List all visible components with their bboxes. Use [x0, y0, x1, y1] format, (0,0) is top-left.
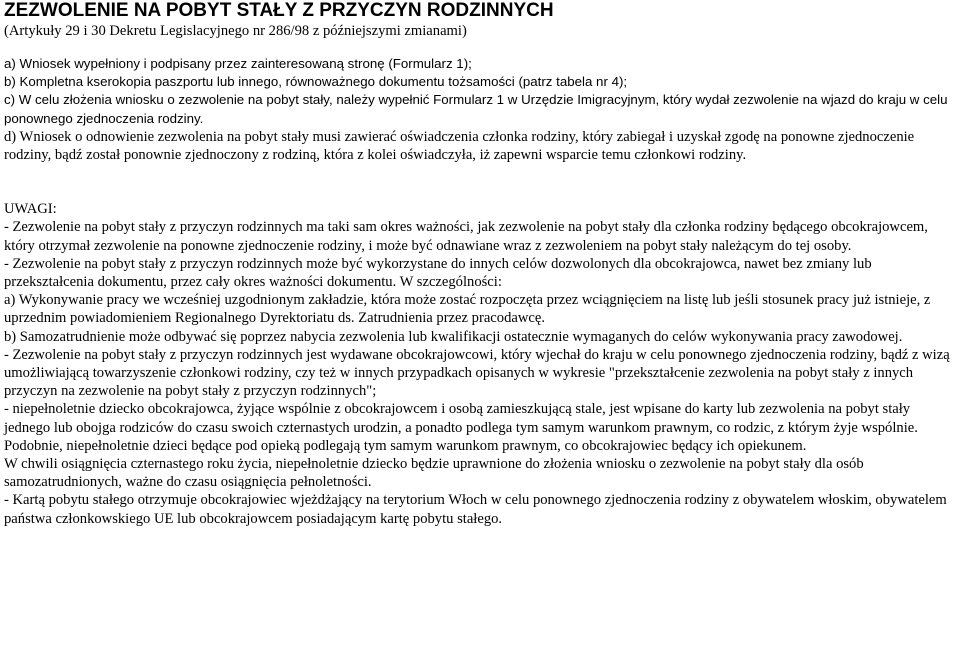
- note-employment: a) Wykonywanie pracy we wcześniej uzgodnionym zakładzie, która może zostać rozpoczęta przez wciągnięciem na listę lub jeśli stosunek pracy już istnieje, z uprzednim powiadomieniem Regionalnego Dyrektoriatu ds. Zatrudnienia przez pracodawcę.: [4, 292, 931, 327]
- note-age-fourteen: W chwili osiągnięcia czternastego roku życia, niepełnoletnie dziecko będzie uprawnione do złożenia wniosku o zezwolenie na pobyt stały dla osób samozatrudnionych, ważne do czasu osiągnięcia pełnoletności.: [4, 456, 864, 491]
- requirement-b: b) Kompletna kserokopia paszportu lub innego, równoważnego dokumentu tożsamości (patrz tabela nr 4);: [4, 74, 628, 90]
- notes-heading: UWAGI:: [4, 201, 57, 218]
- page-subtitle: (Artykuły 29 i 30 Dekretu Legislacyjnego nr 286/98 z późniejszymi zmianami): [4, 23, 467, 39]
- requirement-c: c) W celu złożenia wniosku o zezwolenie na pobyt stały, należy wypełnić Formularz 1 w Urzędzie Imigracyjnym, który wydał zezwolenie na wjazd do kraju w celu ponownego zjednoczenia rodziny.: [4, 92, 948, 126]
- note-validity: - Zezwolenie na pobyt stały z przyczyn rodzinnych ma taki sam okres ważności, jak zezwolenie na pobyt stały dla członka rodziny będącego obcokrajowcem, który otrzymał zezwolenie na ponowne zjednoczenie rodziny, i może być odnawiane wraz z zezwoleniem na pobyt stały należącym do tej osoby.: [4, 219, 928, 254]
- note-minor-child: - niepełnoletnie dziecko obcokrajowca, żyjące wspólnie z obcokrajowcem i osobą zamieszkującą stale, jest wpisane do karty lub zezwolenia na pobyt stały jednego lub obojga rodziców do czasu swoich czternastych urodzin, a ponadto podlega tym samym warunkom prawnym, co rodzic, z którym żyje wspólnie.: [4, 401, 918, 436]
- requirement-a: a) Wniosek wypełniony i podpisany przez zainteresowaną stronę (Formularz 1);: [4, 56, 472, 71]
- notes-section: [4, 200, 956, 528]
- requirements-list: [4, 55, 956, 164]
- spacer: [4, 164, 956, 200]
- note-other-purposes: - Zezwolenie na pobyt stały z przyczyn rodzinnych może być wykorzystane do innych celów dozwolonych dla obcokrajowca, nawet bez zmiany lub przekształcenia dokumentu, przez cały okres ważności dokumentu. W szczególności:: [4, 255, 872, 291]
- note-residence-card: - Kartą pobytu stałego otrzymuje obcokrajowiec wjeżdżający na terytorium Włoch w celu ponownego zjednoczenia rodziny z obywatelem włoskim, obywatelem państwa członkowskiego UE lub obcokrajowcem posiadającym kartę pobytu stałego.: [4, 492, 947, 527]
- page-title: ZEZWOLENIE NA POBYT STAŁY Z PRZYCZYN RODZINNYCH: [4, 0, 554, 21]
- note-self-employment: b) Samozatrudnienie może odbywać się poprzez nabycia zezwolenia lub kwalifikacji ostatecznie wymaganych do celów wykonywania pracy zawodowej.: [4, 328, 903, 345]
- note-issuance: - Zezwolenie na pobyt stały z przyczyn rodzinnych jest wydawane obcokrajowcowi, który wjechał do kraju w celu ponownego zjednoczenia rodziny, bądź z wizą umożliwiającą towarzyszenie członkowi rodziny, czy też w innych przypadkach opisanych w wykresie "przekształcenie zezwolenia na pobyt stały z innych przyczyn na zezwolenie na pobyt stały z przyczyn rodzinnych";: [4, 346, 950, 400]
- note-guardianship: Podobnie, niepełnoletnie dzieci będące pod opieką podlegają tym samym warunkom prawnym, co obcokrajowiec będący ich opiekunem.: [4, 437, 807, 454]
- requirement-d: d) Wniosek o odnowienie zezwolenia na pobyt stały musi zawierać oświadczenia członka rodziny, który zabiegał i uzyskał zgodę na ponowne zjednoczenie rodziny, bądź został ponownie zjednoczony z rodziną, która z kolei oświadczyła, iż zapewni wsparcie temu członkowi rodziny.: [4, 128, 915, 164]
